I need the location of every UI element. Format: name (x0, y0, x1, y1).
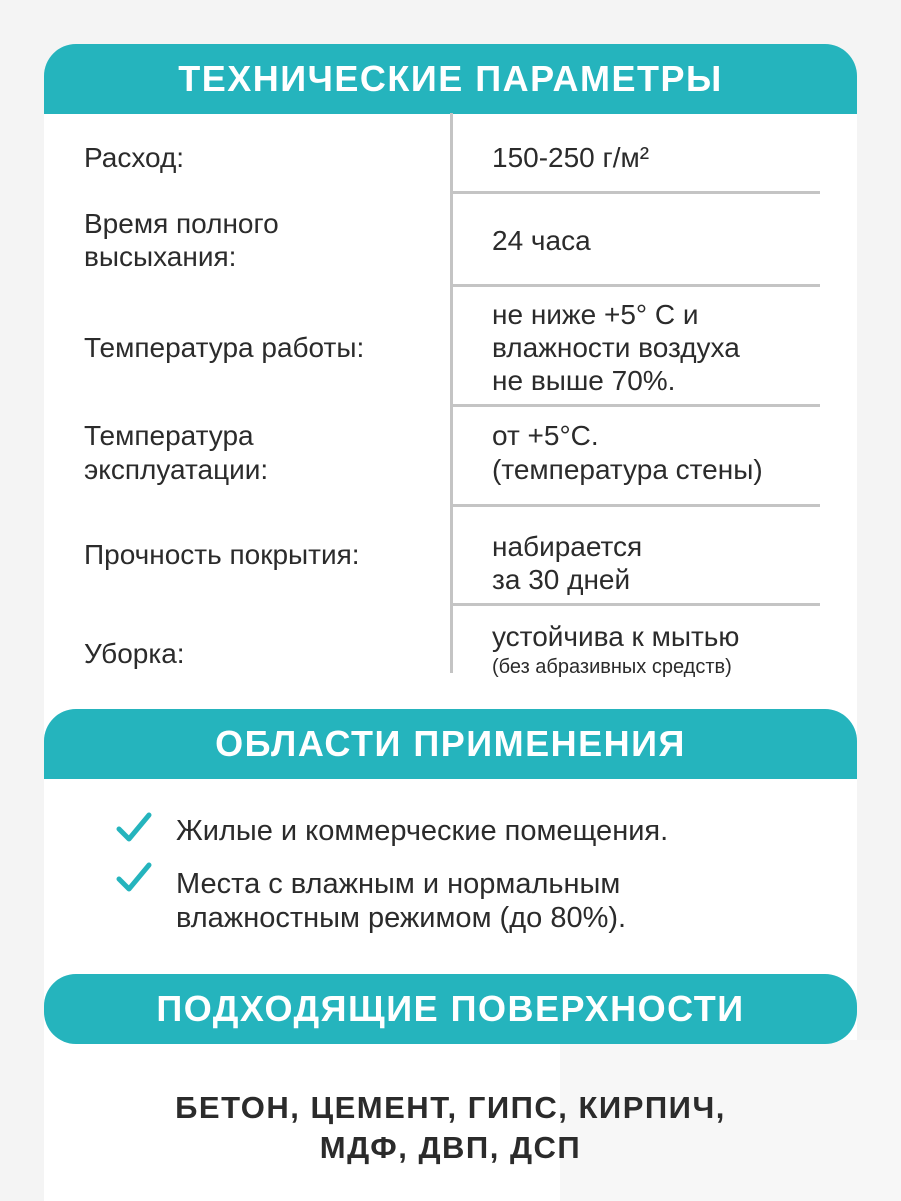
param-value: устойчива к мытью (492, 621, 740, 652)
area-text: Жилые и коммерческие помещения. (176, 815, 669, 847)
check-icon (116, 810, 152, 846)
surfaces-list (0, 1088, 901, 1168)
param-value: влажности воздуха (492, 332, 740, 363)
param-value: за 30 дней (492, 564, 631, 595)
param-value: 150-250 г/м² (492, 142, 650, 173)
area-text: Места с влажным и нормальным (176, 868, 621, 900)
surfaces-line: БЕТОН, ЦЕМЕНТ, ГИПС, КИРПИЧ, (175, 1090, 726, 1125)
param-label: Время полного (84, 208, 279, 239)
param-value: набирается (492, 531, 643, 562)
table-row-divider (450, 603, 820, 606)
table-row-divider (450, 404, 820, 407)
surfaces-line: МДФ, ДВП, ДСП (319, 1130, 582, 1165)
table-row-divider (450, 504, 820, 507)
tech-params-title: ТЕХНИЧЕСКИЕ ПАРАМЕТРЫ (178, 58, 723, 99)
param-value: (температура стены) (492, 454, 763, 485)
param-note: (без абразивных средств) (492, 656, 732, 678)
tech-params-banner (44, 44, 857, 114)
areas-title: ОБЛАСТИ ПРИМЕНЕНИЯ (215, 723, 686, 764)
param-value: от +5°С. (492, 420, 599, 451)
param-label: Прочность покрытия: (84, 539, 360, 570)
table-vertical-divider (450, 113, 453, 673)
param-label: Температура работы: (84, 332, 365, 363)
param-label: высыхания: (84, 241, 237, 272)
areas-banner (44, 709, 857, 779)
table-row-divider (450, 191, 820, 194)
param-value-note (492, 655, 732, 679)
table-row-divider (450, 284, 820, 287)
param-label: Расход: (84, 142, 185, 173)
param-value: 24 часа (492, 225, 591, 256)
param-label: Температура (84, 420, 254, 451)
check-icon (116, 860, 152, 896)
param-label: Уборка: (84, 638, 185, 669)
param-value: не выше 70%. (492, 365, 676, 396)
param-value: не ниже +5° С и (492, 299, 699, 330)
surfaces-banner (44, 974, 857, 1044)
param-label: эксплуатации: (84, 454, 269, 485)
surfaces-title: ПОДХОДЯЩИЕ ПОВЕРХНОСТИ (156, 988, 745, 1029)
area-text: влажностным режимом (до 80%). (176, 902, 627, 934)
